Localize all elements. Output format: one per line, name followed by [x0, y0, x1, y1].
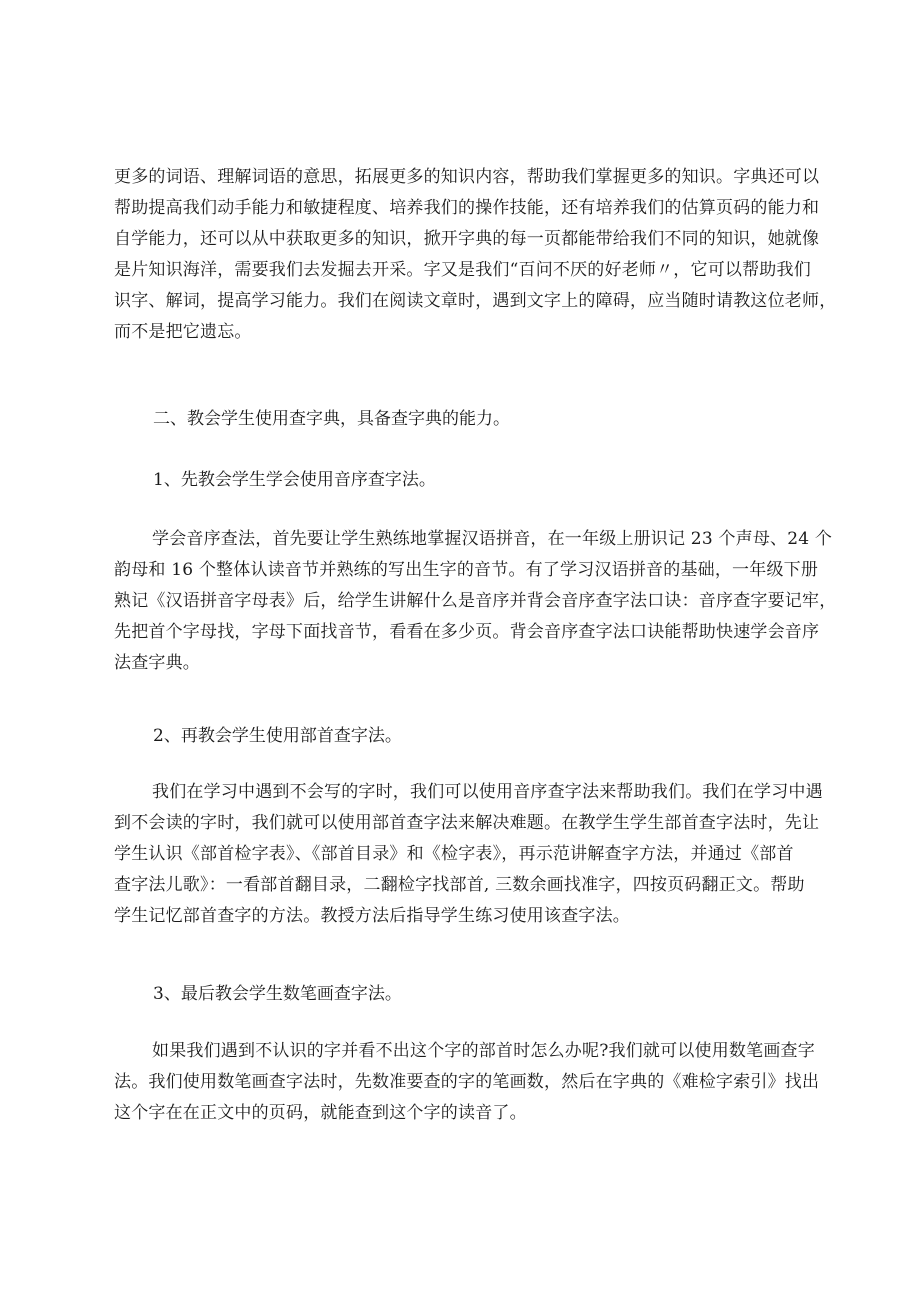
- paragraph-line: 法查字典。: [114, 653, 200, 673]
- paragraph-line: 学生记忆部首查字的方法。教授方法后指导学生练习使用该查字法。: [114, 906, 630, 926]
- paragraph-line: 查字法儿歌》：一看部首翻目录，二翻检字找部首, 三数余画找准字，四按页码翻正文。帮助: [114, 875, 805, 895]
- paragraph-line: 更多的词语、理解词语的意思，拓展更多的知识内容，帮助我们掌握更多的知识。字典还可以: [114, 167, 820, 187]
- section-heading: 二、教会学生使用查字典，具备查字典的能力。: [153, 409, 510, 429]
- paragraph-radical-method: [114, 777, 823, 932]
- paragraph-line: 这个字在在正文中的页码，就能查到这个字的读音了。: [114, 1103, 527, 1123]
- paragraph-line: 韵母和 16 个整体认读音节并熟练的写出生字的音节。有了学习汉语拼音的基础，一年级下册: [114, 560, 819, 580]
- paragraph-line: 自学能力，还可以从中获取更多的知识，掀开字典的每一页都能带给我们不同的知识，她就像: [114, 229, 820, 249]
- paragraph-line: 是片知识海洋，需要我们去发掘去开采。字又是我们“百问不厌的好老师〃，它可以帮助我们: [114, 260, 811, 280]
- paragraph-line: 我们在学习中遇到不会写的字时，我们可以使用音序查字法来帮助我们。我们在学习中遇: [152, 782, 823, 802]
- paragraph-line: 而不是把它遗忘。: [114, 322, 252, 342]
- paragraph-line: 到不会读的字时，我们就可以使用部首查字法来解决难题。在教学生学生部首查字法时，先让: [114, 813, 820, 833]
- paragraph-line: 法。我们使用数笔画查字法时，先数准要查的字的笔画数，然后在字典的《难检字索引》找出: [114, 1072, 820, 1092]
- paragraph-line: 帮助提高我们动手能力和敏捷程度、培养我们的操作技能，还有培养我们的估算页码的能力和: [114, 198, 820, 218]
- paragraph-line: 识字、解词，提高学习能力。我们在阅读文章时，遇到文字上的障碍，应当随时请教这位老师，: [114, 291, 837, 311]
- subsection-heading-3: 3、最后教会学生数笔画查字法。: [153, 984, 402, 1004]
- paragraph-line: 熟记《汉语拼音字母表》后，给学生讲解什么是音序并背会音序查字法口诀：音序查字要记牢，: [114, 591, 837, 611]
- paragraph-dictionary-benefits: [114, 162, 837, 348]
- paragraph-phonetic-method: [114, 524, 837, 679]
- subsection-heading-1: 1、先教会学生学会使用音序查字法。: [153, 470, 436, 490]
- subsection-heading-2: 2、再教会学生使用部首查字法。: [153, 726, 402, 746]
- paragraph-line: 先把首个字母找，字母下面找音节，看看在多少页。背会音序查字法口诀能帮助快速学会音序: [114, 622, 820, 642]
- paragraph-stroke-method: [114, 1036, 820, 1129]
- paragraph-line: 如果我们遇到不认识的字并看不出这个字的部首时怎么办呢?我们就可以使用数笔画查字: [152, 1041, 815, 1061]
- paragraph-line: 学会音序查法，首先要让学生熟练地掌握汉语拼音，在一年级上册识记 23 个声母、24 个: [152, 529, 833, 549]
- paragraph-line: 学生认识《部首检字表》、《部首目录》和《检字表》，再示范讲解查字方法，并通过《部首: [114, 844, 794, 864]
